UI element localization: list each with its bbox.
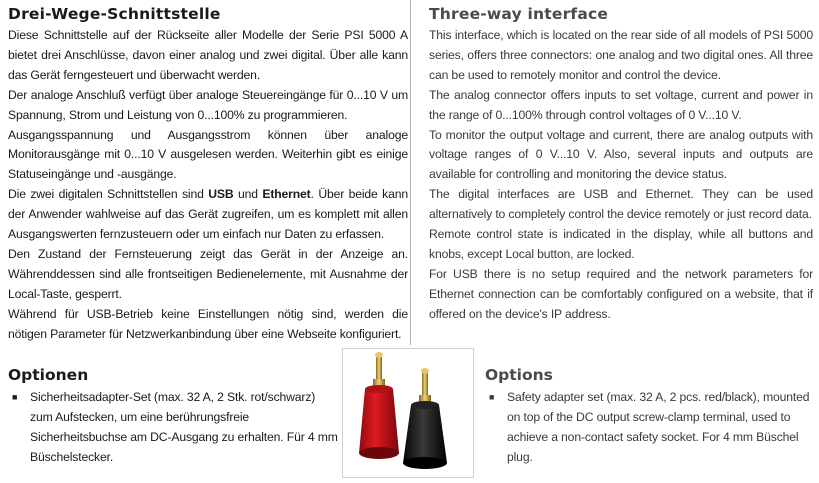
safety-adapter-photo bbox=[342, 348, 474, 478]
english-option-text: Safety adapter set (max. 32 A, 2 pcs. red/black), mounted on top of the DC output screw-clamp terminal, used to achieve a non-contact safety socket. For 4 mm Büschel plug. bbox=[507, 390, 810, 464]
english-paragraph-4: The digital interfaces are USB and Ethernet. They can be used alternatively to completely control the device remotely or just record data. bbox=[429, 187, 813, 222]
ethernet-bold: Ethernet bbox=[262, 187, 311, 202]
english-body bbox=[429, 26, 813, 325]
german-option-text: Sicherheitsadapter-Set (max. 32 A, 2 Stk. rot/schwarz) zum Aufstecken, um eine berührungsfreie Sicherheitsbuchse am DC-Ausgang zu erhalten. Für 4 mm Büschelstecker. bbox=[30, 390, 338, 464]
english-column bbox=[429, 4, 813, 325]
english-paragraph-2: The analog connector offers inputs to set voltage, current and power in the range of 0...100% through control voltages of 0 V...10 V. bbox=[429, 87, 813, 122]
english-paragraph-5: Remote control state is indicated in the display, while all buttons and knobs, except Local button, are locked. bbox=[429, 227, 813, 261]
german-options-title: Optionen bbox=[8, 366, 89, 384]
german-paragraph-6: Während für USB-Betrieb keine Einstellungen nötig sind, werden die nötigen Parameter für Netzwerkanbindung über eine Webseite konfiguriert. bbox=[8, 306, 408, 341]
red-adapter bbox=[359, 352, 399, 459]
black-adapter bbox=[403, 368, 447, 469]
german-title: Drei-Wege-Schnittstelle bbox=[8, 5, 221, 23]
english-title: Three-way interface bbox=[429, 5, 609, 23]
bullet-square-icon: ■ bbox=[12, 392, 18, 402]
p4-text-a: Die zwei digitalen Schnittstellen sind bbox=[8, 187, 209, 202]
german-options bbox=[8, 365, 338, 468]
german-paragraph-2: Der analoge Anschluß verfügt über analoge Steuereingänge für 0...10 V um Spannung, Strom und Leistung von 0...100% zu programmieren. bbox=[8, 87, 408, 122]
german-column bbox=[8, 4, 408, 345]
english-options bbox=[485, 365, 815, 468]
german-paragraph-5: Den Zustand der Fernsteuerung zeigt das Gerät in der Anzeige an. Währenddessen sind alle frontseitigen Bedienelemente, mit Ausnahme der Local-Taste, gesperrt. bbox=[8, 246, 408, 301]
german-option-item bbox=[8, 388, 338, 468]
english-paragraph-1: This interface, which is located on the rear side of all models of PSI 5000 series, offers three connectors: one analog and two digital ones. All three can be used to remotely monitor and control the device. bbox=[429, 28, 813, 82]
german-paragraph-1: Diese Schnittstelle auf der Rückseite aller Modelle der Serie PSI 5000 A bietet drei Anschlüsse, davon einer analog und zwei digital. Über alle kann das Gerät ferngesteuert und überwacht werden. bbox=[8, 28, 408, 82]
english-options-title: Options bbox=[485, 366, 553, 384]
column-divider bbox=[410, 0, 411, 345]
usb-bold: USB bbox=[208, 187, 234, 202]
safety-adapter-image bbox=[343, 349, 473, 477]
bullet-square-icon: ■ bbox=[489, 392, 495, 402]
p4-text-e: . Über beide kann der Anwender wahlweise auf das Gerät zugreifen, um es komplett mit allen Ausgangswerten fernzusteuern oder um einfach nur Daten zu erfassen. bbox=[8, 187, 408, 242]
german-paragraph-3: Ausgangsspannung und Ausgangsstrom können über analoge Monitorausgänge mit 0...10 V ausgelesen werden. Weiterhin gibt es einige Statuseingänge und -ausgänge. bbox=[8, 127, 408, 182]
english-option-item bbox=[485, 388, 815, 468]
p4-text-c: und bbox=[233, 187, 263, 202]
english-paragraph-3: To monitor the output voltage and current, there are analog outputs with voltage ranges of 0 V...10 V. Also, several inputs and outputs are available for controlling and monitoring the device status. bbox=[429, 127, 813, 182]
german-paragraph-4 bbox=[8, 185, 408, 245]
german-body bbox=[8, 26, 408, 345]
english-paragraph-6: For USB there is no setup required and the network parameters for Ethernet connection can be comfortably configured on a website, that if offered on the device's IP address. bbox=[429, 266, 813, 321]
